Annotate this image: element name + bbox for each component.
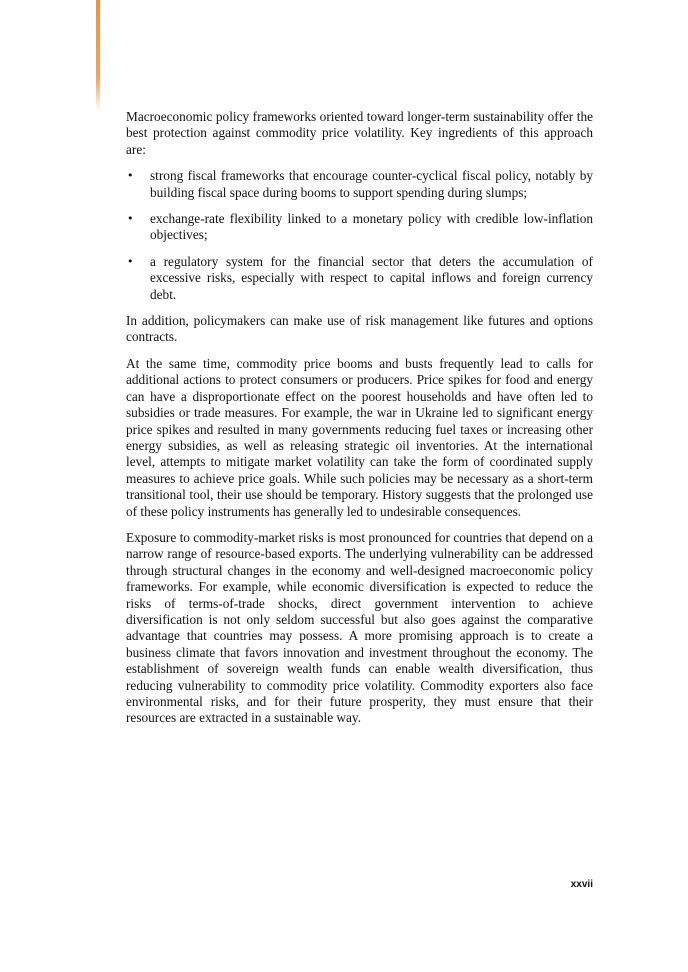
list-item (126, 254, 593, 303)
risk-management-paragraph: In addition, policymakers can make use of risk management like futures and options contracts. (126, 313, 593, 345)
page-number: xxvii (570, 879, 593, 890)
list-item (126, 168, 593, 201)
list-item-text: exchange-rate flexibility linked to a monetary policy with credible low-inflation objectives; (150, 211, 593, 243)
bullet-icon: • (127, 254, 134, 268)
list-item-text: a regulatory system for the financial sector that deters the accumulation of excessive risks, especially with respect to capital inflows and foreign currency debt. (150, 253, 593, 302)
price-booms-paragraph: At the same time, commodity price booms and busts frequently lead to calls for additional actions to protect consumers or producers. Price spikes for food and energy can have a disproportionate effect on the poorest households and have often led to subsidies or trade measures. For example, the war in Ukraine led to significant energy price spikes and resulted in many governments reducing fuel taxes or increasing other energy subsidies, as well as releasing strategic oil inventories. At the international level, attempts to mitigate market volatility can take the form of coordinated supply measures to achieve price goals. While such policies may be necessary as a short-term transitional tool, their use should be temporary. History suggests that the prolonged use of these policy instruments has generally led to undesirable consequences. (126, 355, 593, 519)
ingredients-list (126, 168, 593, 303)
exposure-paragraph: Exposure to commodity-market risks is most pronounced for countries that depend on a narrow range of resource-based exports. The underlying vulnerability can be addressed through structural changes in the economy and well-designed macroeconomic policy frameworks. For example, while economic diversification is expected to reduce the risks of terms-of-trade shocks, direct government intervention to achieve diversification is not only seldom successful but also goes against the comparative advantage that countries may possess. A more promising approach is to create a business climate that favors innovation and investment throughout the economy. The establishment of sovereign wealth funds can enable wealth diversification, thus reducing vulnerability to commodity price volatility. Commodity exporters also face environmental risks, and for their future prosperity, they must ensure that their resources are extracted in a sustainable way. (126, 529, 593, 726)
list-item (126, 211, 593, 244)
document-body (126, 109, 593, 737)
intro-paragraph: Macroeconomic policy frameworks oriented toward longer-term sustainability offer the best protection against commodity price volatility. Key ingredients of this approach are: (126, 109, 593, 157)
bullet-icon: • (127, 212, 134, 226)
list-item-text: strong fiscal frameworks that encourage counter-cyclical fiscal policy, notably by building fiscal space during booms to support spending during slumps; (150, 168, 593, 200)
accent-bar (96, 0, 100, 112)
bullet-icon: • (127, 169, 134, 183)
